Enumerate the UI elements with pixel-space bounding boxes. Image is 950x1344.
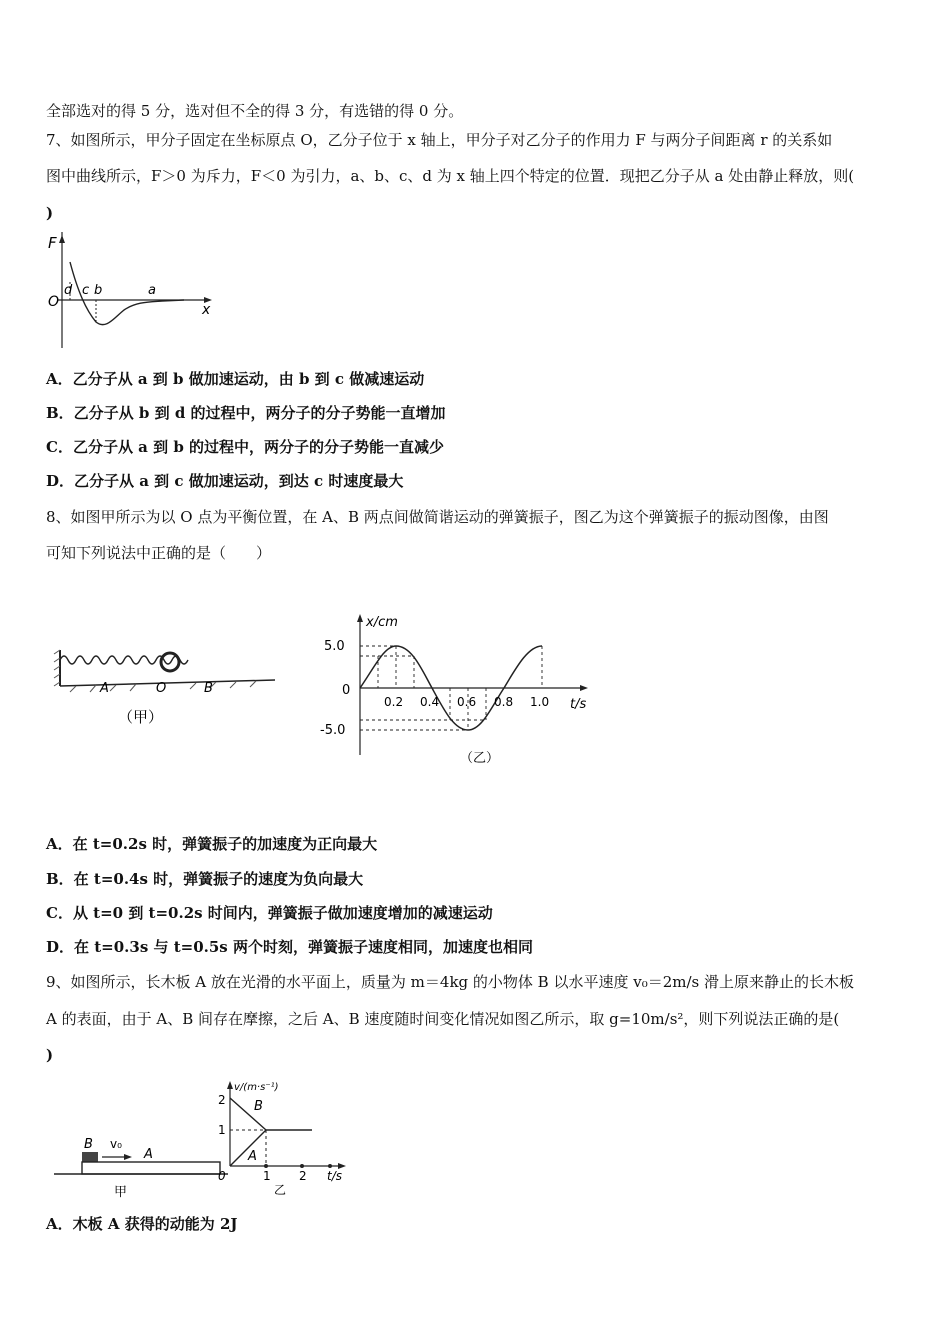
q7-option-a[interactable]: A．乙分子从 a 到 b 做加速运动，由 b 到 c 做减速运动 — [46, 370, 425, 388]
q7-stem-line1: 7、如图所示，甲分子固定在坐标原点 O，乙分子位于 x 轴上，甲分子对乙分子的作用力 F 与两分子间距离 r 的关系如 — [46, 131, 833, 149]
q9-block-figure — [50, 1130, 230, 1200]
q9-velocity-arrow-icon — [124, 1154, 132, 1160]
q8-x-tick-0-8: 0.8 — [494, 695, 514, 709]
q8-stem-line1: 8、如图甲所示为以 O 点为平衡位置，在 A、B 两点间做简谐运动的弹簧振子，图乙为这个弹簧振子的振动图像，由图 — [46, 508, 829, 526]
q7-point-d: d — [64, 283, 73, 298]
q9-y-arrow-icon — [227, 1081, 233, 1089]
q9-stem-line1: 9、如图所示，长木板 A 放在光滑的水平面上，质量为 m＝4kg 的小物体 B 以水平速度 v₀＝2m/s 滑上原来静止的长木板 — [46, 973, 855, 991]
q8-y-tick-pos: 5.0 — [324, 639, 345, 654]
q9-block-b — [82, 1152, 98, 1162]
q8-vibration-graph — [312, 610, 602, 770]
q8-stem-line2: 可知下列说法中正确的是（ ） — [46, 544, 272, 562]
q7-origin-label: O — [48, 294, 60, 310]
q9-velocity-graph — [212, 1078, 352, 1203]
q9-label-b: B — [84, 1137, 93, 1152]
q8-origin-label: 0 — [342, 683, 351, 698]
q9-x-tick-1: 1 — [263, 1169, 271, 1183]
q7-y-arrow-icon — [59, 235, 65, 243]
q7-point-c: c — [82, 283, 90, 298]
q9-stem-line3: ) — [46, 1046, 54, 1064]
q8-t-axis-label: t/s — [570, 697, 587, 712]
q8-y-arrow-icon — [357, 614, 363, 622]
q7-option-b[interactable]: B．乙分子从 b 到 d 的过程中，两分子的分子势能一直增加 — [46, 404, 446, 422]
q9-option-a[interactable]: A．木板 A 获得的动能为 2J — [46, 1215, 238, 1233]
q8-label-a: A — [100, 681, 109, 696]
q8-spring — [60, 656, 188, 664]
q8-x-tick-1-0: 1.0 — [530, 695, 550, 709]
q9-curve-label-b: B — [254, 1099, 263, 1114]
q8-fig-jia-caption: （甲） — [118, 708, 164, 726]
q8-y-tick-neg: -5.0 — [320, 723, 346, 738]
q7-point-a: a — [148, 283, 156, 298]
q9-fig-yi-caption: 乙 — [274, 1183, 287, 1197]
q8-label-o: O — [156, 681, 167, 696]
q9-curve-label-a: A — [248, 1149, 257, 1164]
q8-option-d[interactable]: D．在 t=0.3s 与 t=0.5s 两个时刻，弹簧振子速度相同，加速度也相同 — [46, 938, 533, 956]
q9-origin-label: 0 — [218, 1169, 226, 1183]
q9-fig-jia-caption: 甲 — [114, 1185, 128, 1200]
q9-x-tick-2: 2 — [299, 1169, 307, 1183]
q8-option-a[interactable]: A．在 t=0.2s 时，弹簧振子的加速度为正向最大 — [46, 835, 378, 853]
q9-y-axis-label: v/(m·s⁻¹) — [234, 1082, 279, 1093]
q7-option-c[interactable]: C．乙分子从 a 到 b 的过程中，两分子的分子势能一直减少 — [46, 438, 445, 456]
q8-spring-figure — [50, 640, 290, 735]
q8-x-tick-0-4: 0.4 — [420, 695, 440, 709]
q7-stem-line3: ) — [46, 204, 54, 222]
q8-fig-yi-caption: （乙） — [460, 751, 500, 766]
q9-y-tick-1: 1 — [218, 1123, 226, 1137]
q9-t-axis-label: t/s — [327, 1169, 342, 1183]
q8-t-arrow-icon — [580, 685, 588, 691]
q9-tick-dot-1 — [264, 1164, 268, 1168]
q7-option-d[interactable]: D．乙分子从 a 到 c 做加速运动，到达 c 时速度最大 — [46, 472, 404, 490]
q9-board-a — [82, 1162, 220, 1174]
q9-label-v0: v₀ — [110, 1137, 122, 1151]
q8-x-tick-0-6: 0.6 — [457, 695, 477, 709]
q8-option-c[interactable]: C．从 t=0 到 t=0.2s 时间内，弹簧振子做加速度增加的减速运动 — [46, 904, 493, 922]
q9-tick-dot-3 — [328, 1164, 332, 1168]
q8-y-axis-label: x/cm — [366, 615, 398, 630]
q9-tick-dot-2 — [300, 1164, 304, 1168]
q7-stem-line2: 图中曲线所示，F＞0 为斥力，F＜0 为引力，a、b、c、d 为 x 轴上四个特定的位置．现把乙分子从 a 处由静止释放，则( — [46, 167, 855, 185]
q8-option-b[interactable]: B．在 t=0.4s 时，弹簧振子的速度为负向最大 — [46, 870, 364, 888]
q7-x-label: x — [202, 302, 211, 318]
q8-x-tick-0-2: 0.2 — [384, 695, 404, 709]
q7-point-b: b — [94, 283, 103, 298]
q7-y-label: F — [48, 234, 57, 252]
q8-floor — [60, 680, 275, 686]
q9-stem-line2: A 的表面，由于 A、B 间存在摩擦，之后 A、B 速度随时间变化情况如图乙所示，取 g=10m/s²，则下列说法正确的是( — [46, 1010, 840, 1028]
intro-text: 全部选对的得 5 分，选对但不全的得 3 分，有选错的得 0 分。 — [46, 102, 464, 120]
q7-force-graph — [44, 232, 214, 352]
q8-label-b: B — [204, 681, 213, 696]
q9-y-tick-2: 2 — [218, 1093, 226, 1107]
q9-label-a: A — [144, 1147, 153, 1162]
